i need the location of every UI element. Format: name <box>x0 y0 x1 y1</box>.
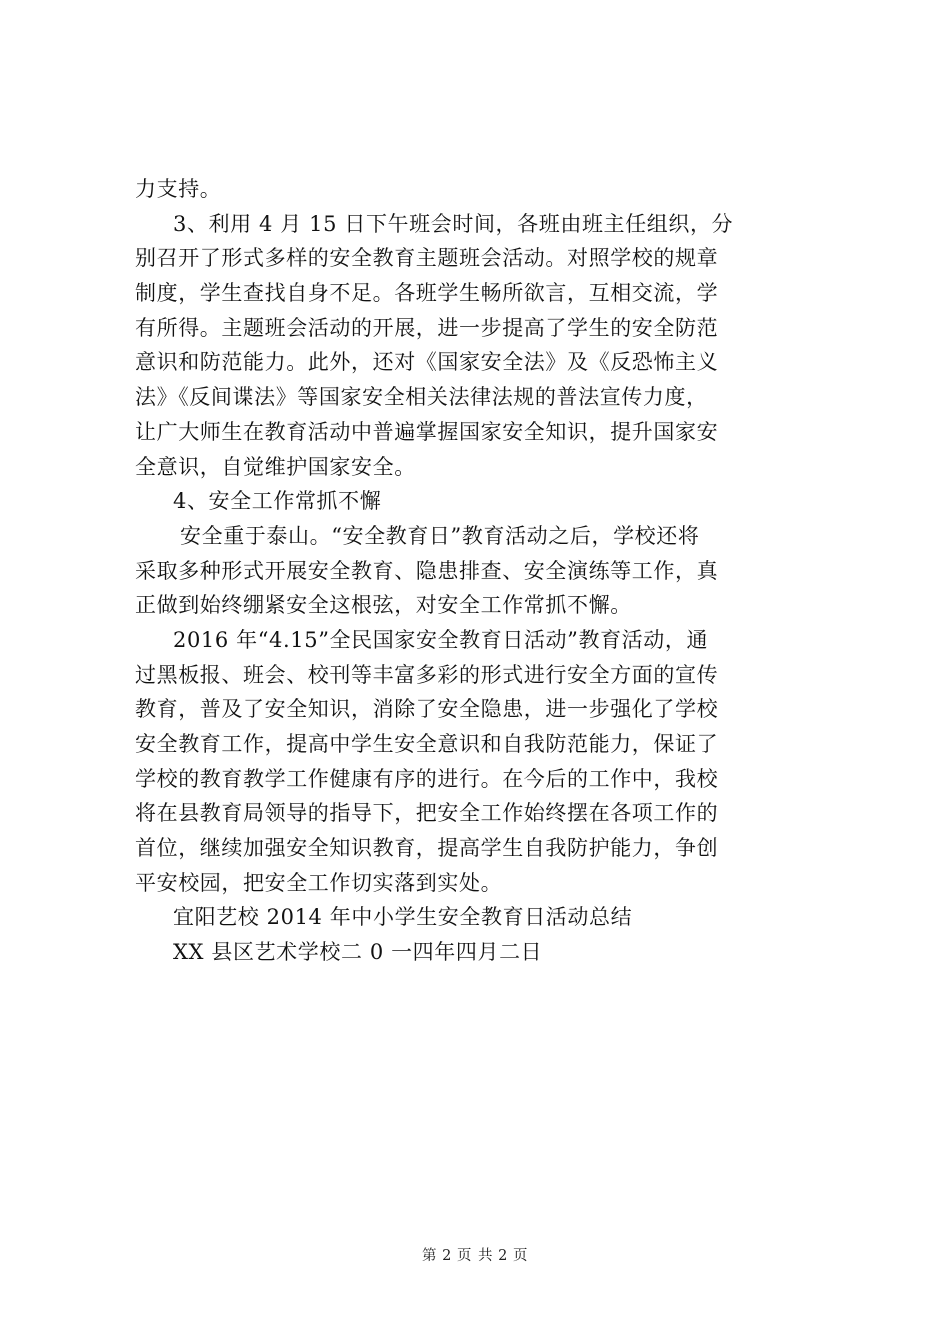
page-footer <box>0 1244 950 1265</box>
paragraph-line: 3、利用 4 月 15 日下午班会时间，各班由班主任组织，分 <box>173 211 734 236</box>
paragraph-line: 法》《反间谍法》等国家安全相关法律法规的普法宣传力度， <box>135 385 708 410</box>
paragraph-line: 别召开了形式多样的安全教育主题班会活动。对照学校的规章 <box>135 246 719 271</box>
paragraph-line: 制度，学生查找自身不足。各班学生畅所欲言，互相交流，学 <box>135 281 719 306</box>
paragraph-line: 安全重于泰山。“安全教育日”教育活动之后，学校还将 <box>180 523 700 548</box>
paragraph-line: 2016 年“4.15”全民国家安全教育日活动”教育活动，通 <box>173 627 709 652</box>
page-number-current: 第 2 页 <box>422 1248 472 1264</box>
summary-title-line: 宜阳艺校 2014 年中小学生安全教育日活动总结 <box>173 905 633 930</box>
section-heading: 4、安全工作常抓不懈 <box>173 489 382 514</box>
paragraph-line: 过黑板报、班会、校刊等丰富多彩的形式进行安全方面的宣传 <box>135 662 719 687</box>
paragraph-line: 学校的教育教学工作健康有序的进行。在今后的工作中，我校 <box>135 766 719 791</box>
paragraph-line: 采取多种形式开展安全教育、隐患排查、安全演练等工作，真 <box>135 558 719 583</box>
paragraph-line: 首位，继续加强安全知识教育，提高学生自我防护能力，争创 <box>135 836 719 861</box>
paragraph-line: 将在县教育局领导的指导下，把安全工作始终摆在各项工作的 <box>135 801 719 826</box>
paragraph-line: 正做到始终绷紧安全这根弦，对安全工作常抓不懈。 <box>135 593 632 618</box>
paragraph-line: 让广大师生在教育活动中普遍掌握国家安全知识，提升国家安 <box>135 419 719 444</box>
paragraph-line: 全意识，自觉维护国家安全。 <box>135 454 416 479</box>
paragraph-line: 安全教育工作，提高中学生安全意识和自我防范能力，保证了 <box>135 732 719 756</box>
page-number-total: 共 2 页 <box>478 1248 528 1264</box>
paragraph-line: 平安校园，把安全工作切实落到实处。 <box>135 870 503 895</box>
document-body <box>135 172 835 970</box>
paragraph-line: 教育，普及了安全知识，消除了安全隐患，进一步强化了学校 <box>135 697 719 722</box>
paragraph-line: 意识和防范能力。此外，还对《国家安全法》及《反恐怖主义 <box>135 350 719 375</box>
signature-date-line: XX 县区艺术学校二 0 一四年四月二日 <box>173 940 543 965</box>
paragraph-line: 力支持。 <box>135 177 222 201</box>
paragraph-line: 有所得。主题班会活动的开展，进一步提高了学生的安全防范 <box>135 315 719 340</box>
